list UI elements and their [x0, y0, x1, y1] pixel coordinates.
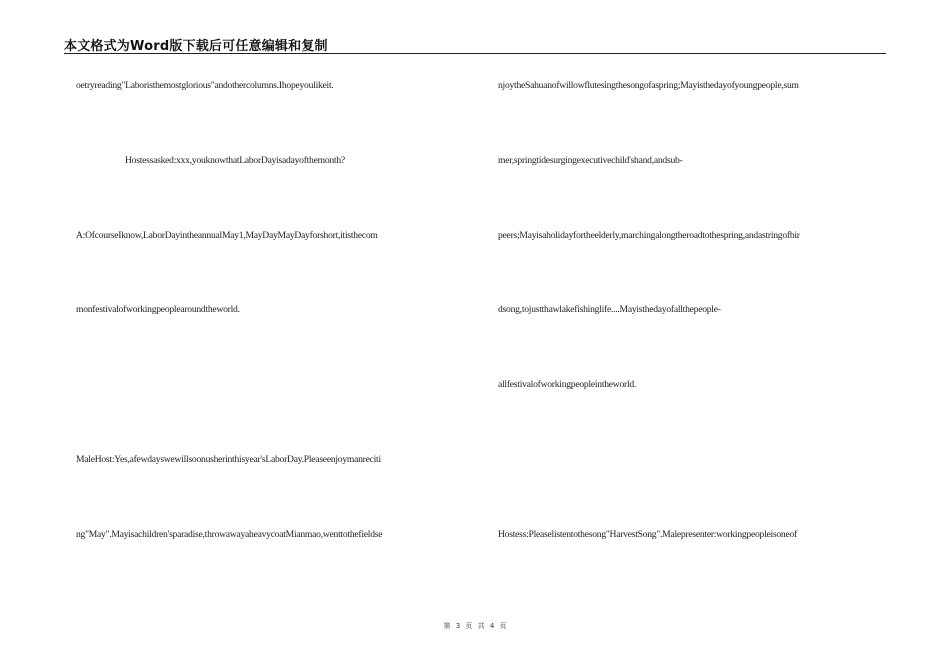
right-column-line: mer,springtidesurgingexecutivechild'shand,andsub-: [498, 155, 683, 166]
left-column-line: A:OfcourseIknow,LaborDayintheannualMay1,MayDayMayDayforshort,itisthecom: [76, 230, 378, 241]
left-column-line: oetryreading"Laboristhemostglorious"andothercolumns.Ihopeyoulikeit.: [76, 80, 334, 91]
left-column-line: ng"May".Mayisachildren'sparadise,throwawayaheavycoatMianmao,wenttothefieldse: [76, 529, 383, 540]
right-column-line: allfestivalofworkingpeopleintheworld.: [498, 379, 637, 390]
document-header-title: 本文格式为Word版下载后可任意编辑和复制: [64, 39, 328, 54]
right-column-line: njoytheSahuanofwillowflutesingthesongofaspring;Mayisthedayofyoungpeople,sum: [498, 80, 799, 91]
right-column-line: Hostess:Pleaselistentothesong"HarvestSong".Malepresenter:workingpeopleisoneof: [498, 529, 797, 540]
right-column-line: peers;Mayisaholidayfortheelderly,marchingalongtheroadtothespring,andastringofbir: [498, 230, 800, 241]
left-column-line: MaleHost:Yes,afewdayswewillsoonusherinthisyear'sLaborDay.Pleaseenjoymanreciti: [76, 454, 381, 465]
left-column-line: Hostessasked:xxx,youknowthatLaborDayisadayofthemonth?: [125, 155, 345, 166]
page-number: 第 3 页 共 4 页: [443, 622, 507, 630]
right-column-line: dsong,tojustthawlakefishinglife....Mayisthedayofallthepeople-: [498, 304, 721, 315]
page-header: [64, 34, 886, 54]
left-column-line: monfestivalofworkingpeoplearoundtheworld.: [76, 304, 240, 315]
